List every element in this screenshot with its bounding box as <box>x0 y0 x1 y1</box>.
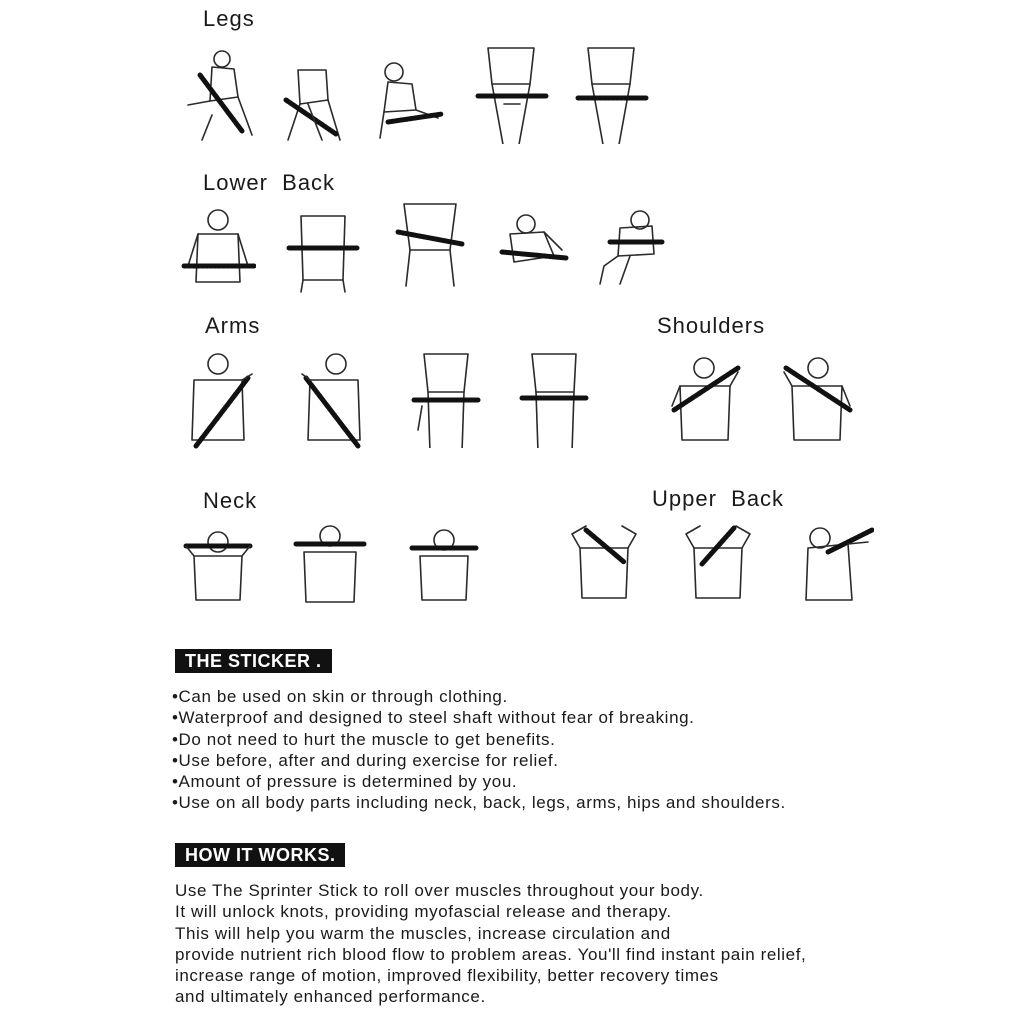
how-it-works-line: This will help you warm the muscles, increase circulation and <box>175 923 671 943</box>
arms-illustration-3 <box>408 348 484 448</box>
how-it-works-heading: HOW IT WORKS. <box>175 843 345 867</box>
section-title-shoulders: Shoulders <box>657 313 766 338</box>
lower-back-illustration-1 <box>180 202 256 302</box>
lower-back-illustration-4 <box>496 206 572 306</box>
sticker-bullet: •Waterproof and designed to steel shaft without fear of breaking. <box>172 708 695 728</box>
sticker-bullet: •Amount of pressure is determined by you. <box>172 772 518 792</box>
sticker-bullet-list <box>172 686 786 814</box>
section-title-upper-back: Upper Back <box>652 486 785 511</box>
neck-illustration-2 <box>292 518 368 618</box>
neck-illustration-1 <box>180 520 256 620</box>
shoulders-illustration-1 <box>668 352 744 452</box>
legs-illustration-5 <box>574 44 650 144</box>
lower-back-illustration-3 <box>392 196 468 296</box>
how-it-works-line: Use The Sprinter Stick to roll over muscles throughout your body. <box>175 881 704 900</box>
how-it-works-line: It will unlock knots, providing myofascial release and therapy. <box>175 902 672 922</box>
upper-back-illustration-3 <box>798 512 874 612</box>
how-it-works-line: and ultimately enhanced performance. <box>175 987 486 1007</box>
sticker-heading: THE STICKER . <box>175 649 332 673</box>
arms-illustration-2 <box>296 350 372 450</box>
legs-illustration-4 <box>474 44 550 144</box>
section-title-neck: Neck <box>203 488 258 513</box>
arms-illustration-4 <box>518 348 594 448</box>
how-it-works-line: provide nutrient rich blood flow to problem areas. You'll find instant pain relief, <box>175 944 807 964</box>
upper-back-illustration-2 <box>680 518 756 618</box>
legs-illustration-2 <box>278 60 354 160</box>
arms-illustration-1 <box>182 350 258 450</box>
sticker-bullet: •Do not need to hurt the muscle to get benefits. <box>172 729 556 749</box>
how-it-works-paragraph <box>175 880 806 1008</box>
sticker-bullet: •Use on all body parts including neck, back, legs, arms, hips and shoulders. <box>172 793 786 813</box>
how-it-works-line: increase range of motion, improved flexibility, better recovery times <box>175 966 719 986</box>
neck-illustration-3 <box>406 520 482 620</box>
lower-back-illustration-2 <box>285 206 361 306</box>
upper-back-illustration-1 <box>566 518 642 618</box>
sticker-bullet: •Can be used on skin or through clothing. <box>172 687 508 706</box>
legs-illustration-1 <box>182 45 258 145</box>
section-title-arms: Arms <box>205 313 261 338</box>
legs-illustration-3 <box>372 58 448 158</box>
section-title-lower-back: Lower Back <box>203 170 336 195</box>
lower-back-illustration-5 <box>590 206 666 306</box>
shoulders-illustration-2 <box>780 352 856 452</box>
sticker-bullet: •Use before, after and during exercise for relief. <box>172 750 559 770</box>
section-title-legs: Legs <box>203 6 255 31</box>
